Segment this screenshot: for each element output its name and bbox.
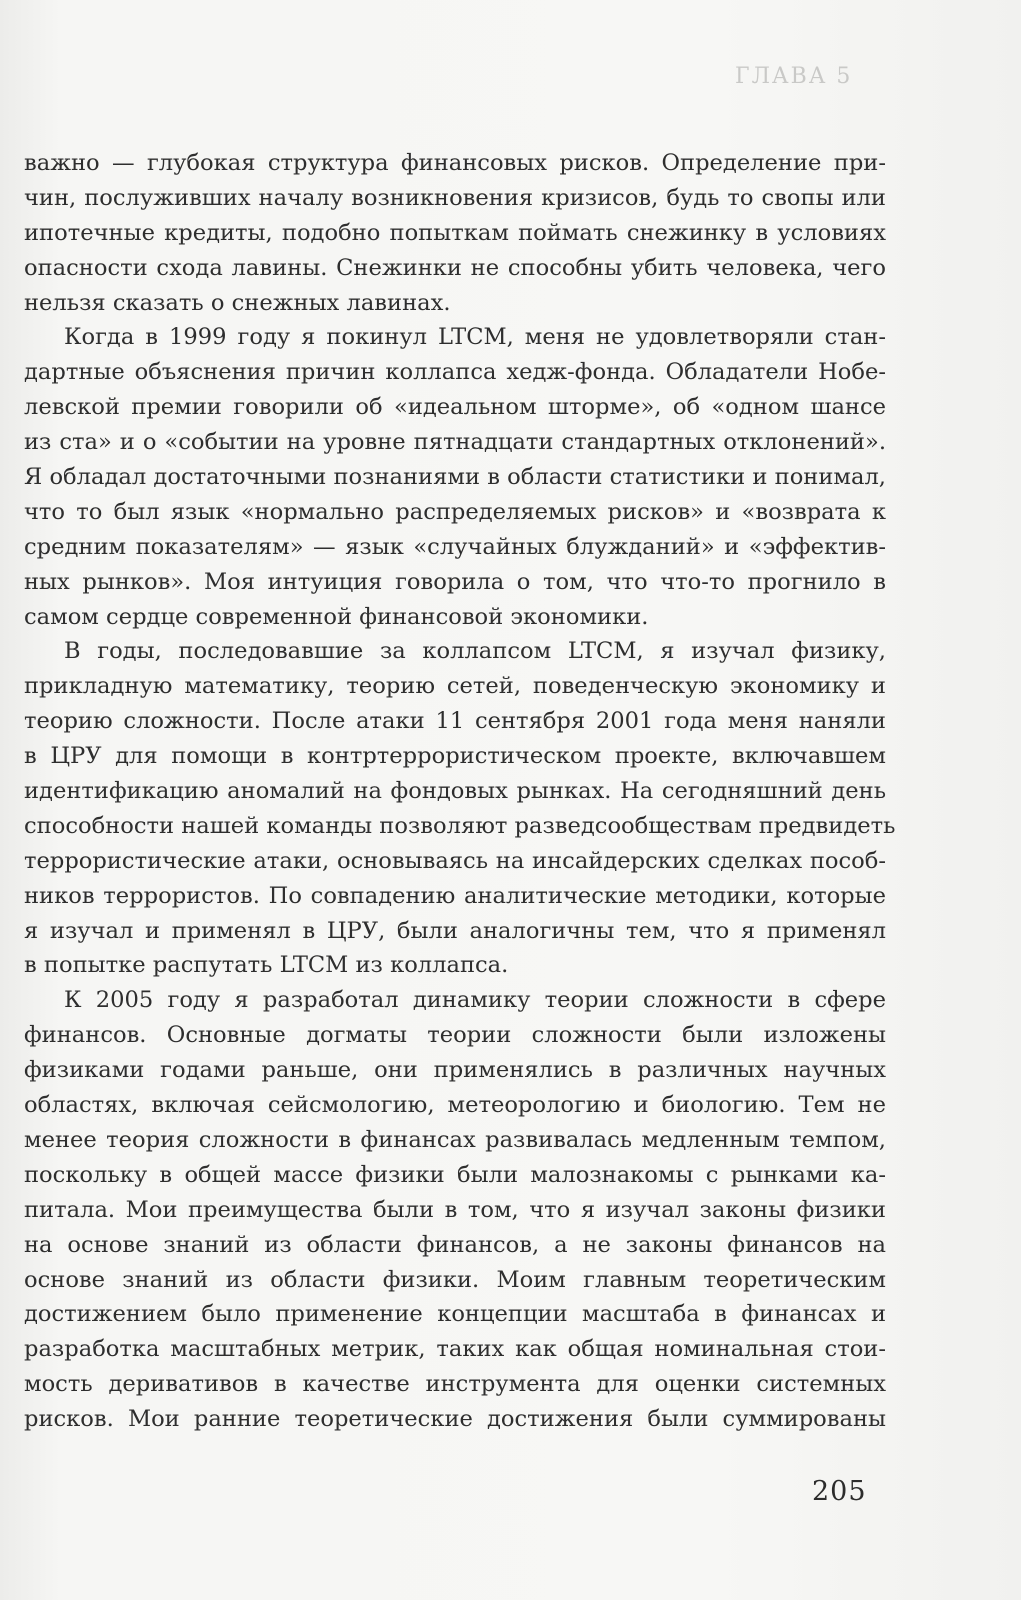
text-line: левской премии говорили об «идеальном шторме», об «одном шансе <box>24 394 886 421</box>
text-line: способности нашей команды позволяют разведсообществам предвидеть <box>24 812 896 839</box>
paragraph <box>24 320 886 634</box>
text-line: я изучал и применял в ЦРУ, были аналогичны тем, что я применял <box>24 917 886 944</box>
text-line: мость деривативов в качестве инструмента для оценки системных <box>24 1371 886 1398</box>
running-head: ГЛАВА 5 <box>735 64 853 89</box>
text-line: рисков. Мои ранние теоретические достижения были суммированы <box>24 1406 886 1433</box>
text-line: дартные объяснения причин коллапса хедж-фонда. Обладатели Нобе- <box>24 359 886 386</box>
paragraph <box>24 983 886 1437</box>
text-line: самом сердце современной финансовой экономики. <box>24 603 649 630</box>
text-line: прикладную математику, теорию сетей, поведенческую экономику и <box>24 673 886 700</box>
text-line: ников террористов. По совпадению аналитические методики, которые <box>24 882 886 909</box>
text-line: физиками годами раньше, они применялись в различных научных <box>24 1057 886 1084</box>
body-text <box>24 146 896 1437</box>
text-line: В годы, последовавшие за коллапсом LTCM, я изучал физику, <box>64 638 886 665</box>
text-line: финансов. Основные догматы теории сложности были изложены <box>24 1022 886 1049</box>
text-line: К 2005 году я разработал динамику теории сложности в сфере <box>64 987 886 1014</box>
text-line: в ЦРУ для помощи в контртеррористическом проекте, включавшем <box>24 743 886 770</box>
text-line: Когда в 1999 году я покинул LTCM, меня не удовлетворяли стан- <box>64 324 886 351</box>
text-line: чин, послуживших началу возникновения кризисов, будь то свопы или <box>24 184 886 211</box>
text-line: на основе знаний из области финансов, а не законы финансов на <box>24 1231 886 1258</box>
text-line: поскольку в общей массе физики были малознакомы с рынками ка- <box>24 1161 886 1188</box>
paragraph <box>24 634 896 983</box>
text-line: питала. Мои преимущества были в том, что я изучал законы физики <box>24 1196 886 1223</box>
text-line: опасности схода лавины. Снежинки не способны убить человека, чего <box>24 254 886 281</box>
text-line: нельзя сказать о снежных лавинах. <box>24 289 451 316</box>
text-line: Я обладал достаточными познаниями в области статистики и понимал, <box>24 464 886 491</box>
text-line: менее теория сложности в финансах развивалась медленным темпом, <box>24 1126 886 1153</box>
text-line: теорию сложности. После атаки 11 сентября 2001 года меня наняли <box>24 708 886 735</box>
text-line: средним показателям» — язык «случайных блужданий» и «эффектив- <box>24 533 886 560</box>
paragraph <box>24 146 886 320</box>
page-number: 205 <box>812 1476 867 1507</box>
text-line: террористические атаки, основываясь на инсайдерских сделках пособ- <box>24 847 886 874</box>
text-line: ных рынков». Моя интуиция говорила о том, что что-то прогнило в <box>24 568 886 595</box>
text-line: из ста» и о «событии на уровне пятнадцати стандартных отклонений». <box>24 429 886 456</box>
text-line: разработка масштабных метрик, таких как общая номинальная стои- <box>24 1336 886 1363</box>
text-line: в попытке распутать LTCM из коллапса. <box>24 952 509 979</box>
text-line: основе знаний из области физики. Моим главным теоретическим <box>24 1266 886 1293</box>
text-line: достижением было применение концепции масштаба в финансах и <box>24 1301 886 1328</box>
text-line: важно — глубокая структура финансовых рисков. Определение при- <box>24 150 886 176</box>
text-line: что то был язык «нормально распределяемых рисков» и «возврата к <box>24 498 886 525</box>
text-line: ипотечные кредиты, подобно попыткам поймать снежинку в условиях <box>24 219 886 246</box>
text-line: областях, включая сейсмологию, метеорологию и биологию. Тем не <box>24 1092 886 1119</box>
text-line: идентификацию аномалий на фондовых рынках. На сегодняшний день <box>24 778 886 805</box>
